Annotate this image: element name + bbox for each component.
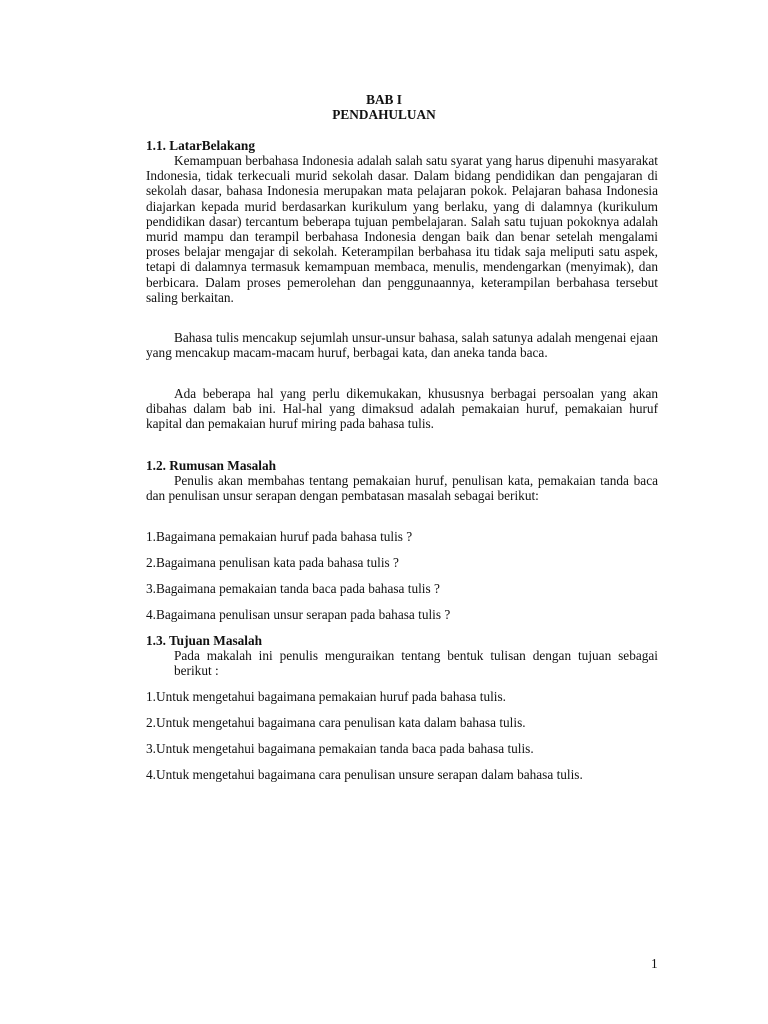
list-item: 3.Bagaimana pemakaian tanda baca pada bahasa tulis ? bbox=[146, 581, 440, 596]
section-heading-tujuan-masalah: 1.3. Tujuan Masalah bbox=[146, 633, 263, 648]
paragraph: Bahasa tulis mencakup sejumlah unsur-unsur bahasa, salah satunya adalah mengenai ejaan yang mencakup macam-macam huruf, berbagai kata, dan aneka tanda baca. bbox=[146, 330, 658, 361]
section-heading-rumusan-masalah: 1.2. Rumusan Masalah bbox=[146, 458, 277, 473]
chapter-title: PENDAHULUAN bbox=[332, 107, 436, 122]
list-item: 1.Untuk mengetahui bagaimana pemakaian huruf pada bahasa tulis. bbox=[146, 689, 507, 704]
list-item: 1.Bagaimana pemakaian huruf pada bahasa tulis ? bbox=[146, 529, 413, 544]
list-item: 3.Untuk mengetahui bagaimana pemakaian tanda baca pada bahasa tulis. bbox=[146, 741, 534, 756]
page-number: 1 bbox=[651, 956, 658, 971]
paragraph: Ada beberapa hal yang perlu dikemukakan, khususnya berbagai persoalan yang akan dibahas dalam bab ini. Hal-hal yang dimaksud adalah pemakaian huruf, pemakaian huruf kapital dan pemakaian huruf miring pada bahasa tulis. bbox=[146, 386, 658, 432]
list-item: 4.Bagaimana penulisan unsur serapan pada bahasa tulis ? bbox=[146, 607, 451, 622]
chapter-label: BAB I bbox=[366, 92, 402, 107]
section-heading-latar-belakang: 1.1. LatarBelakang bbox=[146, 138, 255, 153]
paragraph: Kemampuan berbahasa Indonesia adalah salah satu syarat yang harus dipenuhi masyarakat Indonesia, tidak terkecuali murid sekolah dasar. Dalam bidang pendidikan dan pengajaran di sekolah dasar, bahasa Indonesia merupakan mata pelajaran pokok. Pelajaran bahasa Indonesia diajarkan kepada murid berdasarkan kurikulum yang berlaku, yang di dalamnya (kurikulum pendidikan dasar) tercantum beberapa tujuan pembelajaran. Salah satu tujuan pokoknya adalah murid mampu dan terampil berbahasa Indonesia dengan baik dan benar setelah mengalami proses belajar mengajar di sekolah. Keterampilan berbahasa itu tidak saja meliputi satu aspek, tetapi di dalamnya termasuk kemampuan membaca, menulis, mendengarkan (menyimak), dan berbicara. Dalam proses pemerolehan dan penggunaannya, keterampilan berbahasa tersebut saling berkaitan. bbox=[146, 153, 658, 305]
paragraph: Pada makalah ini penulis menguraikan tentang bentuk tulisan dengan tujuan sebagai berikut : bbox=[174, 648, 658, 679]
paragraph: Penulis akan membahas tentang pemakaian huruf, penulisan kata, pemakaian tanda baca dan penulisan unsur serapan dengan pembatasan masalah sebagai berikut: bbox=[146, 473, 658, 504]
list-item: 2.Bagaimana penulisan kata pada bahasa tulis ? bbox=[146, 555, 399, 570]
list-item: 2.Untuk mengetahui bagaimana cara penulisan kata dalam bahasa tulis. bbox=[146, 715, 526, 730]
list-item: 4.Untuk mengetahui bagaimana cara penulisan unsure serapan dalam bahasa tulis. bbox=[146, 767, 583, 782]
